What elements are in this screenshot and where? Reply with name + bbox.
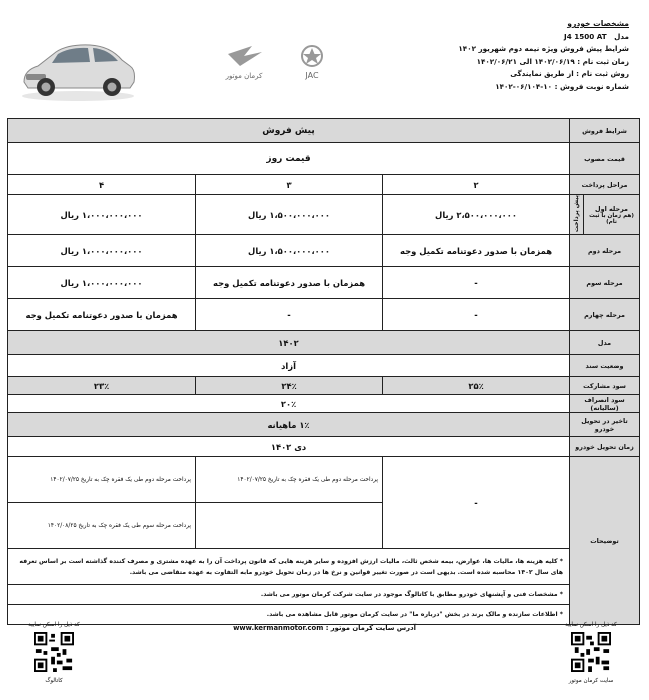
row-sale-terms: [8, 119, 640, 143]
stage3-value: -: [383, 267, 570, 299]
site-label: آدرس سایت کرمان موتور :: [325, 624, 416, 632]
row-notes-a: [8, 457, 640, 503]
row-label: مرحله دوم: [570, 235, 640, 267]
row-label: قیمت مصوب: [570, 143, 640, 175]
stage1-value: ۲،۵۰۰،۰۰۰،۰۰۰ ریال: [383, 195, 570, 235]
logo-text-kerman: کرمان موتور: [225, 72, 263, 80]
stage2-value: همزمان با صدور دعوتنامه تکمیل وجه: [383, 235, 570, 267]
note-col3-empty: [196, 503, 383, 549]
qr-caption-bottom: کاتالوگ: [45, 678, 63, 684]
stage-column-header: ۳: [196, 175, 383, 195]
qr-caption-top: کد ذیل را اسکن نمایید: [28, 622, 80, 628]
sale-terms-line: شرایط پیش فروش ویژه نیمه دوم شهریور ۱۴۰۲: [458, 44, 629, 53]
row-label: مرحله چهارم: [570, 299, 640, 331]
note-col2: -: [383, 457, 570, 549]
row-cancel-profit: [8, 395, 640, 413]
registration-method: روش ثبت نام : از طریق نمایندگی: [510, 69, 629, 78]
turn-number: شماره نوبت فروش : ۱۰-۰۶/۱۰۴-۱۴۰۲: [495, 81, 629, 91]
brand-logos: [218, 42, 348, 86]
stage1-sub: (هم زمان با ثبت نام): [589, 212, 634, 225]
row-label: توضیحات: [570, 457, 640, 625]
row-approved-price: [8, 143, 640, 175]
footer: [0, 618, 649, 700]
row-label: تاخیر در تحویل خودرو: [570, 413, 640, 437]
model-year-value: ۱۴۰۲: [8, 331, 570, 355]
stage1-label: مرحله اول: [595, 204, 629, 213]
row-profit: [8, 377, 640, 395]
note-3: * اطلاعات سازنده و مالک برند در بخش "درباره ما" در سایت کرمان موتور قابل مشاهده می باشد.: [8, 605, 570, 625]
sales-conditions-table: [7, 118, 640, 625]
row-label: مراحل پرداخت: [570, 175, 640, 195]
approved-price-value: قیمت روز: [8, 143, 570, 175]
row-stage-2: [8, 235, 640, 267]
delay-value: ۱٪ ماهیانه: [8, 413, 570, 437]
row-delay: [8, 413, 640, 437]
note-2: * مشخصات فنی و آپشنهای خودرو مطابق با کاتالوگ موجود در سایت شرکت کرمان موتور می باشد.: [8, 585, 570, 605]
profit-value: ۲۳٪: [8, 377, 196, 395]
row-note-2: [8, 585, 640, 605]
site-url-link[interactable]: www.kermanmotor.com: [233, 624, 324, 632]
prepayment-label: پیش پرداخت: [570, 195, 584, 235]
row-note-1: [8, 549, 640, 585]
cancel-profit-value: ۲۰٪: [8, 395, 570, 413]
model-row: [369, 31, 629, 44]
car-image: [18, 30, 138, 104]
row-label: سود مشارکت: [570, 377, 640, 395]
row-model: [8, 331, 640, 355]
stage-column-header: ۲: [383, 175, 570, 195]
row-label: مرحله سوم: [570, 267, 640, 299]
profit-value: ۲۵٪: [383, 377, 570, 395]
model-label: مدل: [614, 31, 629, 41]
specs-block: [369, 18, 629, 93]
note-1: * کلیه هزینه ها، مالیات ها، عوارض، بیمه شخص ثالث، مالیات ارزش افزوده و سایر هزینه هایی که قانون پرداخت آن را به عهده مشتری و مصرف کننده گذاشته است بر اساس تعرفه های سال ۱۴۰۲ محاسبه شده است. بدیهی است در صورت تغییر قوانین و نرخ ها در زمان تحویل خودرو مابه التفاوت به عهده متقاضی می باشد.: [8, 549, 570, 585]
model-value: J4 1500 AT: [564, 31, 607, 41]
row-label: سود انصراف (سالیانه): [570, 395, 640, 413]
stage-column-header: ۴: [8, 175, 196, 195]
note-col4-a: پرداخت مرحله دوم طی یک فقره چک به تاریخ ۱۴۰۲/۰۷/۲۵: [8, 457, 196, 503]
note-col3: پرداخت مرحله دوم طی یک فقره چک به تاریخ ۱۴۰۲/۰۷/۲۵: [196, 457, 383, 503]
row-payment-stages: [8, 175, 640, 195]
profit-value: ۲۴٪: [196, 377, 383, 395]
stage3-value: همزمان با صدور دعوتنامه تکمیل وجه: [196, 267, 383, 299]
registration-time: زمان ثبت نام : ۱۴۰۲/۰۶/۱۹ الی ۱۴۰۲/۰۶/۲۱: [476, 56, 629, 66]
row-label: مدل: [570, 331, 640, 355]
row-label: زمان تحویل خودرو: [570, 437, 640, 457]
row-label: شرایط فروش: [570, 119, 640, 143]
note-col4-b: پرداخت مرحله سوم طی یک فقره چک به تاریخ ۱۴۰۲/۰۸/۲۵: [8, 503, 196, 549]
row-stage-1: [8, 195, 640, 235]
specs-title: مشخصات خودرو: [567, 19, 629, 28]
stage1-value: ۱،۰۰۰،۰۰۰،۰۰۰ ریال: [8, 195, 196, 235]
row-label: وضعیت سند: [570, 355, 640, 377]
qr-caption-bottom: سایت کرمان موتور: [568, 678, 614, 684]
row-label: [584, 195, 640, 235]
qr-code-icon[interactable]: [571, 632, 611, 672]
row-delivery: [8, 437, 640, 457]
qr-code-icon[interactable]: [34, 632, 74, 672]
stage2-value: ۱،۰۰۰،۰۰۰،۰۰۰ ریال: [8, 235, 196, 267]
qr-caption-top: کد ذیل را اسکن نمایید: [565, 622, 617, 628]
stage4-value: همزمان با صدور دعوتنامه تکمیل وجه: [8, 299, 196, 331]
logo-text-jac: JAC: [305, 71, 319, 80]
stage3-value: ۱،۰۰۰،۰۰۰،۰۰۰ ریال: [8, 267, 196, 299]
sale-terms-value: پیش فروش: [8, 119, 570, 143]
stage4-value: -: [196, 299, 383, 331]
row-stage-3: [8, 267, 640, 299]
header: [0, 0, 649, 118]
row-stage-4: [8, 299, 640, 331]
doc-status-value: آزاد: [8, 355, 570, 377]
qr-website[interactable]: [551, 622, 631, 684]
row-doc-status: [8, 355, 640, 377]
stage2-value: ۱،۵۰۰،۰۰۰،۰۰۰ ریال: [196, 235, 383, 267]
delivery-value: دی ۱۴۰۲: [8, 437, 570, 457]
stage4-value: -: [383, 299, 570, 331]
stage1-value: ۱،۵۰۰،۰۰۰،۰۰۰ ریال: [196, 195, 383, 235]
jac-logo: [218, 42, 348, 86]
